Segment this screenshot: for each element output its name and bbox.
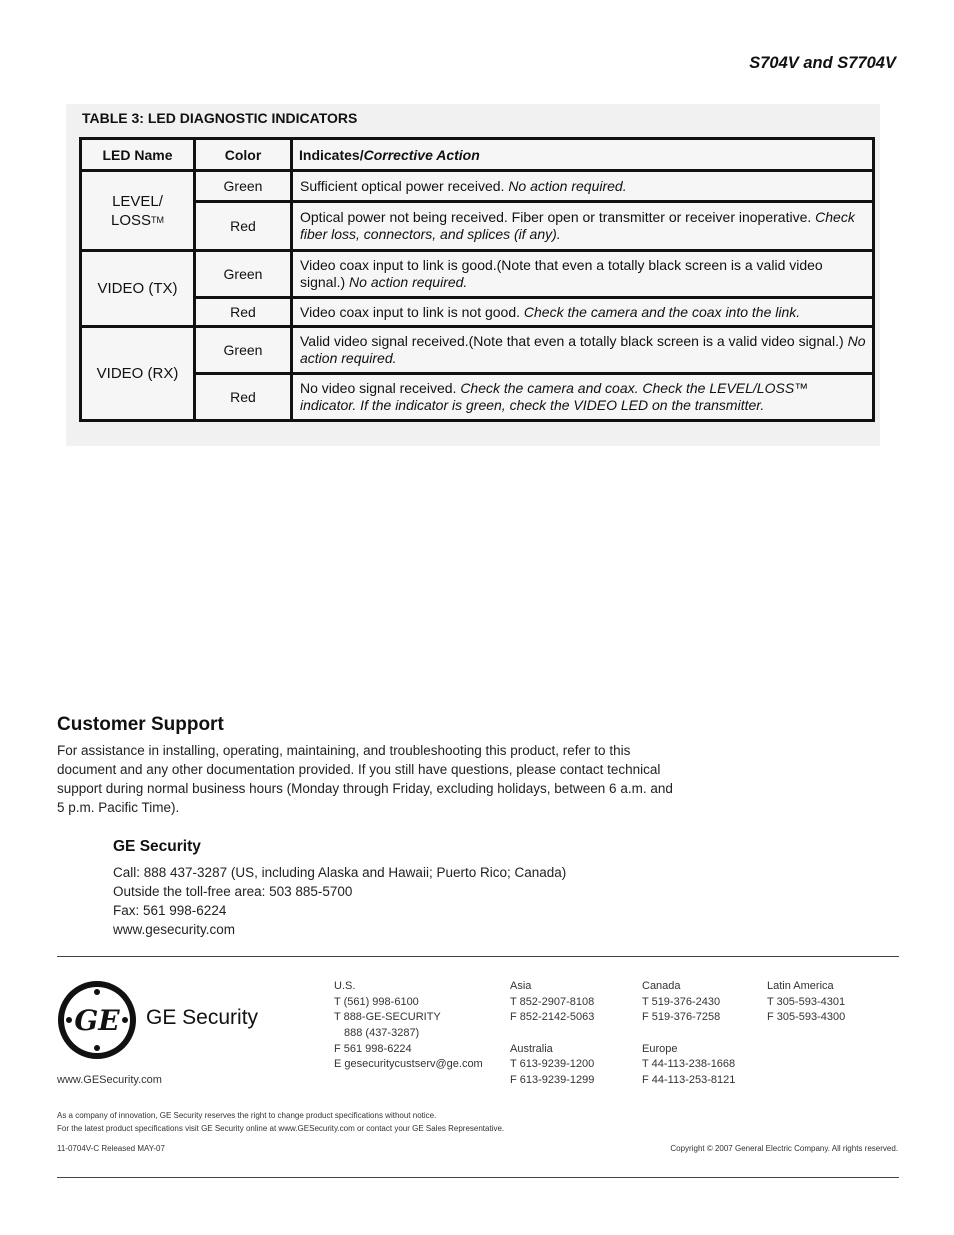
ge-logo-icon bbox=[57, 980, 137, 1060]
disclaimer-line: For the latest product specifications visit GE Security online at www.GESecurity.com or contact your GE Sales Representative. bbox=[57, 1124, 505, 1133]
contact-line: F 613-9239-1299 bbox=[510, 1074, 595, 1087]
region-label: Canada bbox=[642, 980, 681, 992]
indicates-cell: Sufficient optical power received. No action required. bbox=[292, 171, 874, 202]
contact-line: T 519-376-2430 bbox=[642, 995, 721, 1008]
brand-name: GE Security bbox=[146, 1006, 259, 1029]
contact-column-canada bbox=[642, 979, 735, 1089]
indicates-cell: Video coax input to link is good.(Note that even a totally black screen is a valid video signal.) No action required. bbox=[292, 251, 874, 298]
table-header-row bbox=[81, 139, 874, 171]
disclaimer-line: As a company of innovation, GE Security reserves the right to change product specifications without notice. bbox=[57, 1111, 437, 1120]
contact-column-us bbox=[334, 979, 483, 1073]
led-name-level-loss: LEVEL/ LOSSTM bbox=[81, 171, 195, 251]
ge-security-heading: GE Security bbox=[113, 838, 201, 855]
region-label: Latin America bbox=[767, 980, 834, 992]
customer-support-heading: Customer Support bbox=[57, 714, 224, 735]
contact-line: T 305-593-4301 bbox=[767, 995, 846, 1008]
table-row bbox=[81, 202, 874, 251]
spacer bbox=[642, 1026, 735, 1042]
disclaimer bbox=[57, 1109, 504, 1135]
led-diagnostic-table bbox=[79, 137, 875, 422]
indicates-cell: Video coax input to link is not good. Check the camera and the coax into the link. bbox=[292, 298, 874, 327]
region-label: Europe bbox=[642, 1042, 678, 1055]
led-name-video-rx: VIDEO (RX) bbox=[81, 327, 195, 421]
contact-line: F 852-2142-5063 bbox=[510, 1011, 595, 1024]
contact-email[interactable]: E gesecuritycustserv@ge.com bbox=[334, 1058, 483, 1071]
indicates-cell: Valid video signal received.(Note that even a totally black screen is a valid video signal.) No action required. bbox=[292, 327, 874, 374]
contact-lines bbox=[113, 863, 566, 939]
indicates-cell: Optical power not being received. Fiber open or transmitter or receiver inoperative. Check fiber loss, connectors, and splices (if any). bbox=[292, 202, 874, 251]
contact-column-asia bbox=[510, 979, 594, 1089]
table-row bbox=[81, 374, 874, 421]
contact-fax: Fax: 561 998-6224 bbox=[113, 903, 227, 918]
table-row bbox=[81, 171, 874, 202]
contact-line: T 852-2907-8108 bbox=[510, 995, 595, 1008]
contact-line: F 561 998-6224 bbox=[334, 1042, 412, 1055]
footer-divider-bottom bbox=[57, 1177, 899, 1178]
region-label: Australia bbox=[510, 1042, 553, 1055]
contact-line: T 613-9239-1200 bbox=[510, 1058, 595, 1071]
header-color: Color bbox=[195, 139, 292, 171]
color-cell: Red bbox=[195, 374, 292, 421]
region-label: Asia bbox=[510, 980, 532, 992]
header-indicates: Indicates/Corrective Action bbox=[292, 139, 874, 171]
release-info: 11-0704V-C Released MAY-07 bbox=[57, 1144, 165, 1153]
table-row bbox=[81, 327, 874, 374]
header-led-name: LED Name bbox=[81, 139, 195, 171]
contact-call: Call: 888 437-3287 (US, including Alaska and Hawaii; Puerto Rico; Canada) bbox=[113, 865, 567, 880]
spacer bbox=[510, 1026, 594, 1042]
contact-line: F 305-593-4300 bbox=[767, 1011, 846, 1024]
color-cell: Red bbox=[195, 298, 292, 327]
contact-website[interactable]: www.gesecurity.com bbox=[113, 922, 236, 937]
table-row bbox=[81, 298, 874, 327]
color-cell: Red bbox=[195, 202, 292, 251]
contact-line: T (561) 998-6100 bbox=[334, 995, 419, 1008]
document-model-title: S704V and S7704V bbox=[749, 54, 896, 72]
contact-line: F 519-376-7258 bbox=[642, 1011, 721, 1024]
color-cell: Green bbox=[195, 251, 292, 298]
contact-line: 888 (437-3287) bbox=[344, 1027, 420, 1040]
contact-column-latin-america bbox=[767, 979, 845, 1026]
led-name-video-tx: VIDEO (TX) bbox=[81, 251, 195, 327]
customer-support-body: For assistance in installing, operating, maintaining, and troubleshooting this product, refer to this document and any other documentation provided. If you still have questions, please contact technical support during normal business hours (Monday through Friday, excluding holidays, between 6 a.m. and 5 p.m. Pacific Time). bbox=[57, 743, 673, 815]
footer-website-link[interactable]: www.GESecurity.com bbox=[57, 1074, 162, 1086]
color-cell: Green bbox=[195, 171, 292, 202]
region-label: U.S. bbox=[334, 980, 356, 992]
color-cell: Green bbox=[195, 327, 292, 374]
copyright: Copyright © 2007 General Electric Company. All rights reserved. bbox=[670, 1144, 898, 1153]
contact-line: T 44-113-238-1668 bbox=[642, 1058, 736, 1071]
indicates-cell: No video signal received. Check the camera and coax. Check the LEVEL/LOSS™ indicator. If the indicator is green, check the VIDEO LED on the transmitter. bbox=[292, 374, 874, 421]
contact-line: T 888-GE-SECURITY bbox=[334, 1011, 441, 1024]
contact-outside: Outside the toll-free area: 503 885-5700 bbox=[113, 884, 353, 899]
footer-divider-top bbox=[57, 956, 899, 957]
ge-logo-monogram: GE bbox=[74, 1004, 120, 1037]
table-row bbox=[81, 251, 874, 298]
table-title: TABLE 3: LED DIAGNOSTIC INDICATORS bbox=[82, 110, 358, 126]
contact-line: F 44-113-253-8121 bbox=[642, 1074, 736, 1087]
